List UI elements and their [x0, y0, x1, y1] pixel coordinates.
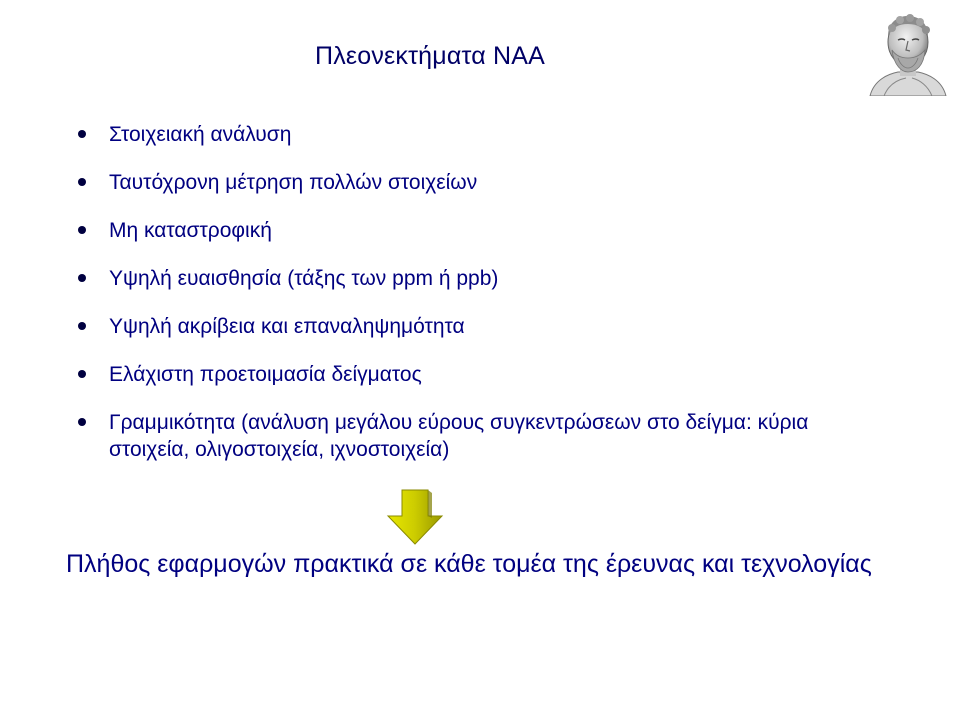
slide-title: Πλεονεκτήματα ΝΑΑ [314, 42, 546, 70]
bullet-dot-icon [78, 418, 86, 426]
philosopher-bust-icon [862, 10, 952, 96]
bullet-dot-icon [78, 178, 86, 186]
bullet-item [72, 265, 892, 292]
bullet-item [72, 217, 892, 244]
bullet-item [72, 121, 892, 148]
bullet-text: Στοιχειακή ανάλυση [109, 123, 292, 146]
bullet-item [72, 409, 892, 463]
bullet-text: Υψηλή ευαισθησία (τάξης των ppm ή ppb) [109, 267, 499, 290]
bullet-dot-icon [78, 130, 86, 138]
down-arrow-icon [386, 488, 444, 546]
bullet-text: Ταυτόχρονη μέτρηση πολλών στοιχείων [109, 171, 478, 194]
bullet-text: Υψηλή ακρίβεια και επαναληψημότητα [109, 315, 465, 338]
bullet-text: Μη καταστροφική [109, 219, 272, 242]
bullet-list [72, 121, 892, 484]
bullet-dot-icon [78, 274, 86, 282]
bullet-item [72, 169, 892, 196]
bullet-dot-icon [78, 322, 86, 330]
bullet-dot-icon [78, 226, 86, 234]
bullet-dot-icon [78, 370, 86, 378]
conclusion-text: Πλήθος εφαρμογών πρακτικά σε κάθε τομέα της έρευνας και τεχνολογίας [66, 550, 872, 578]
bullet-item [72, 313, 892, 340]
bullet-text: Ελάχιστη προετοιμασία δείγματος [109, 363, 422, 386]
bullet-item [72, 361, 892, 388]
bullet-text: Γραμμικότητα (ανάλυση μεγάλου εύρους συγκεντρώσεων στο δείγμα: κύρια στοιχεία, ολιγοστοιχεία, ιχνοστοιχεία) [109, 411, 809, 461]
